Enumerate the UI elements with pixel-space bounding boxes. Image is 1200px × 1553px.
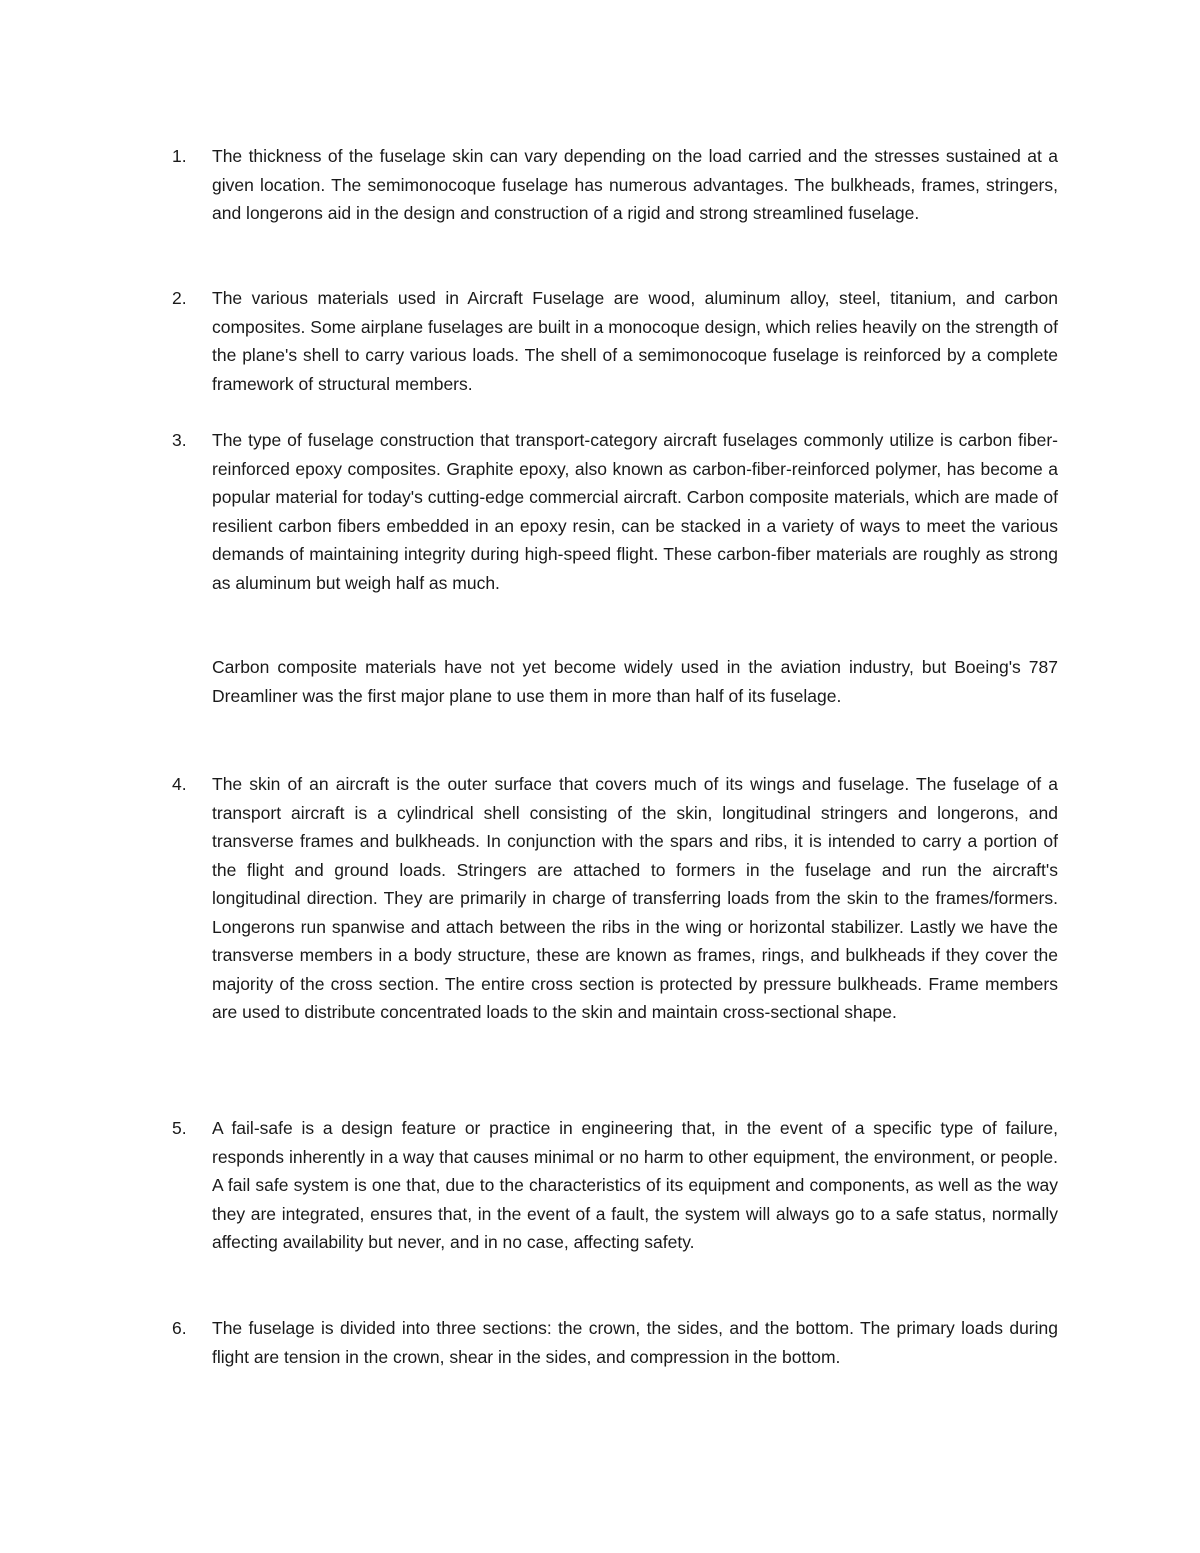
list-item-number: 2.: [172, 288, 187, 308]
list-item-continuation: Carbon composite materials have not yet become widely used in the aviation industry, but Boeing's 787 Dreamliner was the first major plane to use them in more than half of its fuselage.: [212, 657, 1058, 706]
list-item-text: The various materials used in Aircraft Fuselage are wood, aluminum alloy, steel, titanium, and carbon composites. Some airplane fuselages are built in a monocoque design, which relies heavily on the strength of the plane's shell to carry various loads. The shell of a semimonocoque fuselage is reinforced by a complete framework of structural members.: [212, 288, 1058, 394]
list-item-number: 6.: [172, 1318, 187, 1338]
list-item-text: A fail-safe is a design feature or practice in engineering that, in the event of a specific type of failure, responds inherently in a way that causes minimal or no harm to other equipment, the environment, or people. A fail safe system is one that, due to the characteristics of its equipment and components, as well as the way they are integrated, ensures that, in the event of a fault, the system will always go to a safe status, normally affecting availability but never, and in no case, affecting safety.: [212, 1118, 1058, 1252]
list-item-number: 4.: [172, 774, 187, 794]
list-item-number: 1.: [172, 146, 187, 166]
list-item-text: The type of fuselage construction that transport-category aircraft fuselages commonly utilize is carbon fiber-reinforced epoxy composites. Graphite epoxy, also known as carbon-fiber-reinforced polymer, has become a popular material for today's cutting-edge commercial aircraft. Carbon composite materials, which are made of resilient carbon fibers embedded in an epoxy resin, can be stacked in a variety of ways to meet the various demands of maintaining integrity during high-speed flight. These carbon-fiber materials are roughly as strong as aluminum but weigh half as much.: [212, 430, 1058, 593]
list-item-number: 5.: [172, 1118, 187, 1138]
list-item-text: The thickness of the fuselage skin can vary depending on the load carried and the stresses sustained at a given location. The semimonocoque fuselage has numerous advantages. The bulkheads, frames, stringers, and longerons aid in the design and construction of a rigid and strong streamlined fuselage.: [212, 146, 1058, 223]
list-item-text: The fuselage is divided into three sections: the crown, the sides, and the bottom. The primary loads during flight are tension in the crown, shear in the sides, and compression in the bottom.: [212, 1318, 1058, 1367]
list-item-text: The skin of an aircraft is the outer surface that covers much of its wings and fuselage. The fuselage of a transport aircraft is a cylindrical shell consisting of the skin, longitudinal stringers and longerons, and transverse frames and bulkheads. In conjunction with the spars and ribs, it is intended to carry a portion of the flight and ground loads. Stringers are attached to formers in the fuselage and run the aircraft's longitudinal direction. They are primarily in charge of transferring loads from the skin to the frames/formers. Longerons run spanwise and attach between the ribs in the wing or horizontal stabilizer. Lastly we have the transverse members in a body structure, these are known as frames, rings, and bulkheads if they cover the majority of the cross section. The entire cross section is protected by pressure bulkheads. Frame members are used to distribute concentrated loads to the skin and maintain cross-sectional shape.: [212, 774, 1058, 1022]
list-item-number: 3.: [172, 430, 187, 450]
